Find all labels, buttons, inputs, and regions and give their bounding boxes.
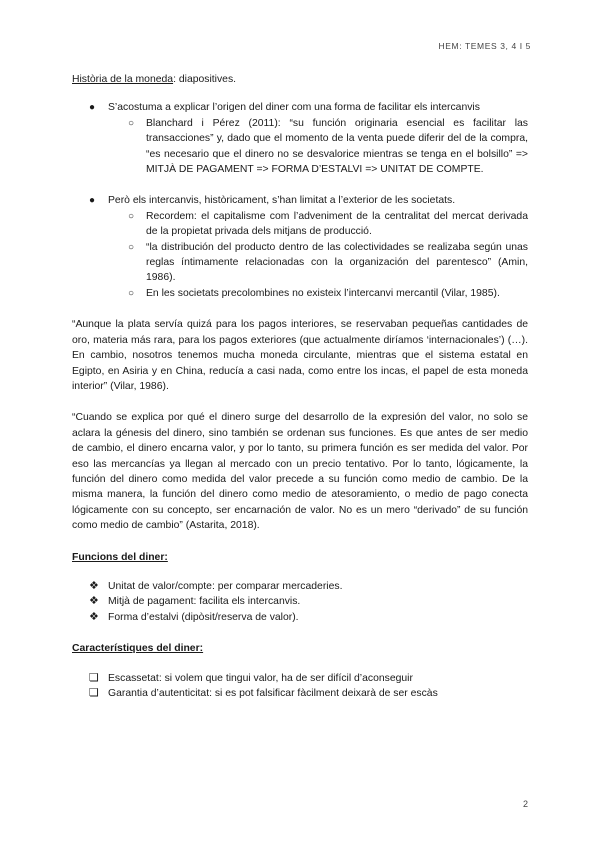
sub-list-item [128, 240, 528, 286]
list-item-text: Garantia d’autenticitat: si es pot falsificar fàcilment deixarà de ser escàs [108, 688, 438, 699]
bullet-dot-icon: ● [89, 102, 96, 114]
sub-list-item-text: “la distribución del producto dentro de las colectividades se realizaba según unas reglas íntimamente relacionadas con la organización del parentesco” (Amin, 1986). [146, 241, 528, 284]
checkbox-bullet-icon: ❏ [89, 687, 99, 699]
funcions-heading: Funcions del diner: [72, 551, 168, 563]
list-item-text: Escassetat: si volem que tingui valor, ha de ser difícil d’aconseguir [108, 672, 413, 684]
sub-list [108, 209, 528, 301]
list-item-text: S’acostuma a explicar l’origen del diner com una forma de facilitar els intercanvis [108, 102, 480, 114]
circle-bullet-icon: ○ [128, 287, 135, 299]
quote-vilar: “Aunque la plata servía quizá para los pagos interiores, se reservaban pequeñas cantidades de oro, materia más rara, para los pagos exteriores (que actualmente diríamos ‘internacionales’) (…). En cambio, nosotros tenemos mucha moneda circulante, mientras que el sistema estatal en Egipto, en Asiria y en China, reducía a casi nada, como entre los incas, el papel de esta moneda interior” (Vilar, 1986). [72, 319, 528, 392]
list-item-text: Mitjà de pagament: facilita els intercanvis. [108, 596, 301, 608]
list-item [89, 610, 528, 625]
sub-list [108, 116, 528, 178]
page-header: HEM: TEMES 3, 4 I 5 [438, 41, 531, 51]
sub-list-item-text: Blanchard i Pérez (2011): “su función originaria esencial es facilitar las transacciones” y, dado que el momento de la venta puede diferir del de la compra, “es necesario que el dinero no se desvalorice mientras se tenga en el bolsillo” => MITJÀ DE PAGAMENT => FORMA D’ESTALVI => UNITAT DE COMPTE. [146, 117, 528, 176]
list-item-text: Unitat de valor/compte: per comparar mercaderies. [108, 580, 343, 592]
circle-bullet-icon: ○ [128, 117, 135, 129]
bullet-dot-icon: ● [89, 195, 96, 207]
circle-bullet-icon: ○ [128, 210, 135, 222]
sub-list-item [128, 209, 528, 240]
list-item-text: Però els intercanvis, històricament, s’han limitat a l’exterior de les societats. [108, 195, 456, 207]
circle-bullet-icon: ○ [128, 241, 135, 253]
bullet-list-level1 [72, 100, 528, 301]
intro-title: Història de la moneda [72, 74, 174, 85]
sub-list-item-text: En les societats precolombines no existeix l’intercanvi mercantil (Vilar, 1985). [146, 287, 500, 299]
page-number: 2 [522, 799, 528, 809]
diamond-bullet-icon: ❖ [89, 579, 99, 592]
list-item [89, 686, 528, 701]
checkbox-bullet-icon: ❏ [89, 671, 99, 684]
funcions-list [72, 579, 528, 625]
sub-list-item [128, 116, 528, 178]
sub-list-item-text: Recordem: el capitalisme com l’adveniment de la centralitat del mercat derivada de la propietat privada dels mitjans de producció. [146, 210, 528, 238]
diamond-bullet-icon: ❖ [89, 595, 99, 608]
quote-astarita: “Cuando se explica por qué el dinero surge del desarrollo de la expresión del valor, no solo se aclara la génesis del dinero, sino también se ordenan sus funciones. Es que antes de ser medio de cambio, el dinero encarna valor, y por lo tanto, su primera función es ser medida del valor. Por eso las mercancías ya llegan al mercado con un precio tentativo. Por lo tanto, lógicamente, la función del dinero como medida del valor precede a su función como medio de cambio. De la misma manera, la función del dinero como medio de atesoramiento, o medio de pago conecta lógicamente con su concepto, ser encarnación de valor. No es un mero “derivado” de su función como medio de cambio” (Astarita, 2018). [72, 412, 528, 532]
list-item [89, 193, 528, 301]
list-item [89, 594, 528, 609]
sub-list-item [128, 286, 528, 301]
list-item [89, 579, 528, 594]
list-item [89, 671, 528, 686]
list-item-text: Forma d’estalvi (dipòsit/reserva de valor). [108, 611, 299, 623]
intro-subtitle: : diapositives. [173, 74, 237, 85]
caracteristiques-list [72, 671, 528, 702]
intro-line [72, 72, 528, 87]
list-item [89, 100, 528, 177]
document-body [72, 72, 528, 701]
diamond-bullet-icon: ❖ [89, 610, 99, 623]
caracteristiques-heading: Característiques del diner: [72, 643, 204, 655]
